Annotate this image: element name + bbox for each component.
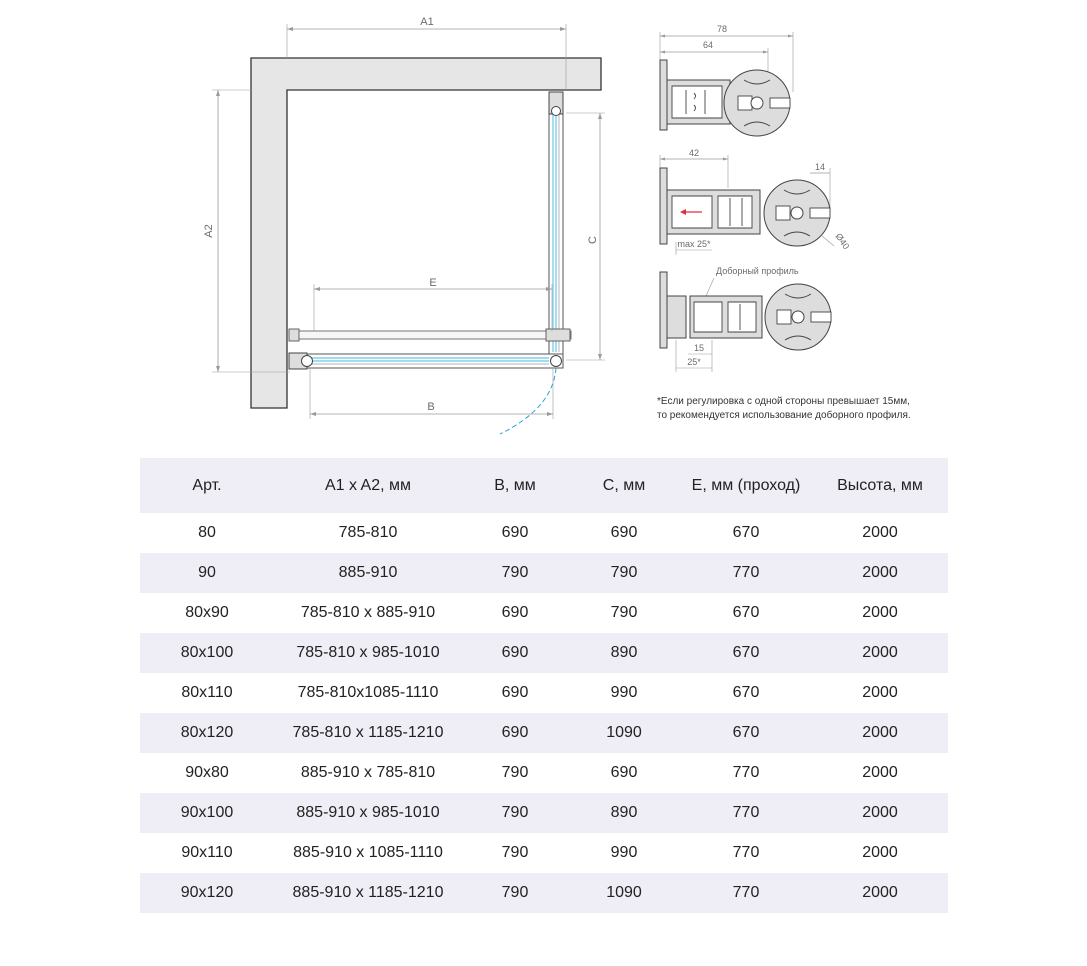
dim-max25: max 25* [677,239,711,249]
dim-42: 42 [688,148,700,158]
plan-view [203,16,605,434]
cell-b: 790 [462,553,568,593]
label-c: C [587,236,599,244]
cell-c: 890 [568,793,680,833]
dim-64: 64 [702,40,714,50]
cell-art: 90 [140,553,274,593]
cell-art: 80x110 [181,684,233,701]
sliding-door [289,331,571,339]
table-row [140,513,948,553]
header-height: Высота, мм [812,458,948,513]
cell-art: 90x100 [140,793,274,833]
dim-25: 25* [687,357,701,367]
cell-e: 770 [732,764,760,781]
cell-e: 670 [732,604,760,621]
cell-height: 2000 [812,793,948,833]
table-row [140,793,948,833]
cell-e: 670 [732,684,760,701]
cell-a1a2: 885-910 x 1085-1110 [293,844,443,861]
cell-art: 80x90 [185,604,229,621]
cell-e: 670 [680,633,812,673]
cell-height: 2000 [862,764,898,781]
cell-b: 690 [462,713,568,753]
table-header-row [140,458,948,513]
dim-15: 15 [693,343,705,353]
cell-c: 990 [610,684,638,701]
adjustment-note [657,395,957,423]
cell-height: 2000 [812,873,948,913]
table-row [140,553,948,593]
cell-c: 790 [610,604,638,621]
cell-a1a2: 885-910 [274,553,462,593]
cell-e: 770 [680,793,812,833]
cell-art: 80x100 [140,633,274,673]
cell-b: 690 [462,633,568,673]
cell-a1a2: 885-910 x 985-1010 [274,793,462,833]
cell-c: 890 [568,633,680,673]
label-e: E [429,277,437,289]
cell-b: 790 [501,844,529,861]
cell-art: 90x80 [185,764,229,781]
header-art: Арт. [140,458,274,513]
table-row [140,713,948,753]
cell-a1a2: 785-810 x 985-1010 [274,633,462,673]
cell-height: 2000 [862,684,898,701]
cell-height: 2000 [862,524,898,541]
cell-height: 2000 [862,604,898,621]
table-row [140,753,948,793]
cell-art: 80 [198,524,216,541]
header-b: B, мм [462,458,568,513]
dim-14: 14 [814,162,826,172]
profile-detail-2 [660,148,851,255]
cell-height: 2000 [812,713,948,753]
cell-a1a2: 785-810 x 885-910 [300,604,436,621]
table-row [140,673,948,713]
dim-78: 78 [716,24,728,34]
cell-b: 690 [501,684,529,701]
cell-art: 90x120 [140,873,274,913]
cell-e: 670 [732,524,760,541]
cell-c: 1090 [568,873,680,913]
cell-b: 790 [462,873,568,913]
cell-c: 790 [568,553,680,593]
cell-b: 790 [501,764,529,781]
cell-height: 2000 [862,844,898,861]
door-handle [546,329,570,341]
cell-height: 2000 [812,553,948,593]
note-line-1: *Если регулировка с одной стороны превышает 15мм, [657,396,910,407]
cell-e: 770 [680,553,812,593]
cell-c: 690 [610,524,638,541]
cell-art: 90x110 [181,844,233,861]
table-row [140,593,948,633]
drawing-svg [0,0,1087,450]
header-e: E, мм (проход) [680,458,812,513]
cell-b: 690 [501,524,529,541]
cell-c: 990 [610,844,638,861]
note-line-2: то рекомендуется использование доборного профиля. [657,410,911,421]
table-row [140,633,948,673]
cell-height: 2000 [812,633,948,673]
corner-hinge [551,356,562,367]
cell-c: 1090 [568,713,680,753]
dim-diameter: Ø40 [833,231,852,252]
cell-a1a2: 785-810 x 1185-1210 [274,713,462,753]
cell-a1a2: 885-910 x 1185-1210 [274,873,462,913]
header-a1a2: A1 x A2, мм [274,458,462,513]
extra-profile-label: Доборный профиль [716,266,799,276]
cell-e: 670 [680,713,812,753]
profile-detail-3 [660,266,831,372]
cell-a1a2: 885-910 x 785-810 [300,764,436,781]
cell-a1a2: 785-810 [338,524,398,541]
profile-detail-1 [660,24,793,136]
cell-art: 80x120 [140,713,274,753]
cell-c: 690 [610,764,638,781]
cell-b: 690 [501,604,529,621]
door-swing-arc [500,368,556,434]
cell-e: 770 [732,844,760,861]
cell-a1a2: 785-810x1085-1110 [297,684,439,701]
table-row [140,873,948,913]
cell-b: 790 [462,793,568,833]
technical-drawing [0,0,1087,450]
table-row [140,833,948,873]
header-c: C, мм [568,458,680,513]
spec-table [140,458,948,913]
label-a1: A1 [420,16,434,28]
label-b: B [427,401,435,413]
cell-e: 770 [680,873,812,913]
label-a2: A2 [203,224,215,238]
